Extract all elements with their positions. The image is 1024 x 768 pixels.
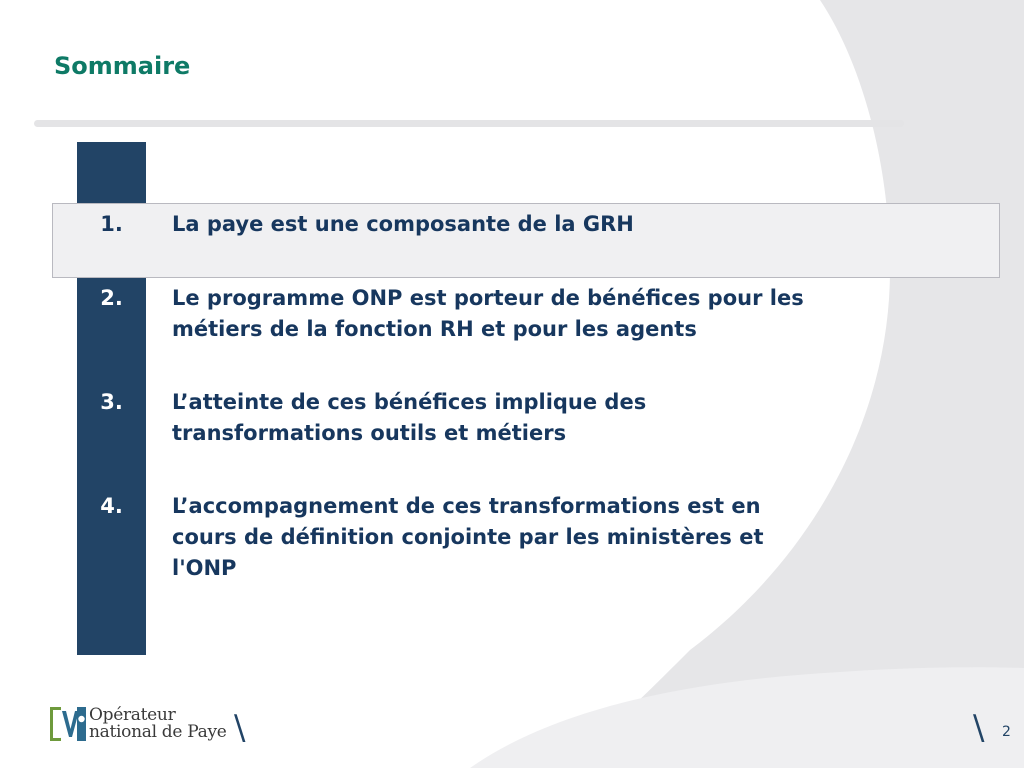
agenda-item-text	[172, 283, 962, 345]
logo-line-1: Opérateur	[89, 705, 176, 725]
agenda-item-number: 2.	[100, 286, 123, 310]
onp-logo-icon	[50, 705, 86, 743]
page-number: 2	[1002, 724, 1011, 740]
page-title: Sommaire	[54, 52, 191, 80]
agenda-item-line: La paye est une composante de la GRH	[172, 212, 634, 236]
onp-logo	[50, 704, 250, 746]
agenda-item-text	[172, 491, 962, 584]
agenda-item-line: transformations outils et métiers	[172, 421, 567, 445]
agenda-item-line: cours de définition conjointe par les ministères et	[172, 525, 764, 549]
agenda-item-text	[172, 387, 962, 449]
agenda-item-line: L’accompagnement de ces transformations est en	[172, 494, 761, 518]
title-divider	[34, 120, 904, 127]
logo-wordmark	[89, 707, 227, 741]
agenda-item-line: l'ONP	[172, 556, 237, 580]
agenda-item-number: 1.	[100, 212, 123, 236]
logo-line-2: national de Paye	[89, 722, 227, 742]
agenda-item-line: métiers de la fonction RH et pour les agents	[172, 317, 697, 341]
agenda-item-number: 4.	[100, 494, 123, 518]
agenda-item-text	[172, 209, 962, 240]
agenda-item-line: L’atteinte de ces bénéfices implique des	[172, 390, 647, 414]
agenda-item-number: 3.	[100, 390, 123, 414]
footer-slash-right: \	[973, 708, 985, 748]
agenda-item-line: Le programme ONP est porteur de bénéfices pour les	[172, 286, 804, 310]
footer-slash-left: \	[234, 708, 246, 748]
